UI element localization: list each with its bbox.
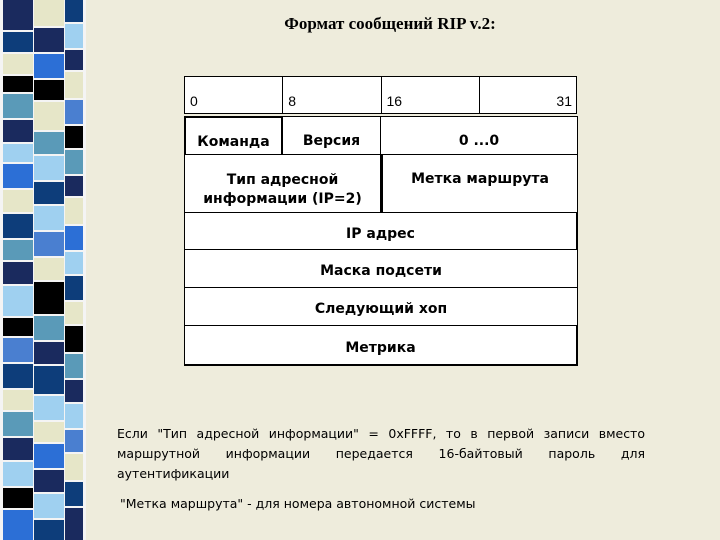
field-subnet-mask: Маска подсети	[184, 250, 578, 288]
auth-note: Если "Тип адресной информации" = 0xFFFF, то в первой записи вместо маршрутной информации передается 16-байтовый пароль для аутентификации	[117, 426, 645, 481]
field-next-hop: Следующий хоп	[184, 288, 578, 326]
address-family-line1: Тип адресной	[226, 172, 339, 188]
field-ip-address: IP адрес	[184, 212, 578, 250]
bit-offset-header	[184, 76, 577, 114]
field-metric: Метрика	[184, 326, 578, 366]
field-command: Команда	[184, 116, 283, 156]
slide-title: Формат сообщений RIP v.2:	[284, 14, 496, 33]
field-zero-padding: 0 ...0	[381, 116, 578, 156]
decorative-side-strip	[0, 0, 86, 540]
bit-label-16: 16	[382, 77, 480, 113]
field-route-tag: Метка маршрута	[381, 154, 578, 214]
field-address-family	[184, 154, 381, 214]
bit-label-8: 8	[283, 77, 381, 113]
bit-label-0: 0	[185, 77, 283, 113]
field-version: Версия	[283, 116, 381, 156]
route-tag-note: "Метка маршрута" - для номера автономной системы	[120, 496, 476, 511]
address-family-line2: информации (IP=2)	[203, 191, 362, 207]
bit-label-31: 31	[556, 93, 572, 109]
